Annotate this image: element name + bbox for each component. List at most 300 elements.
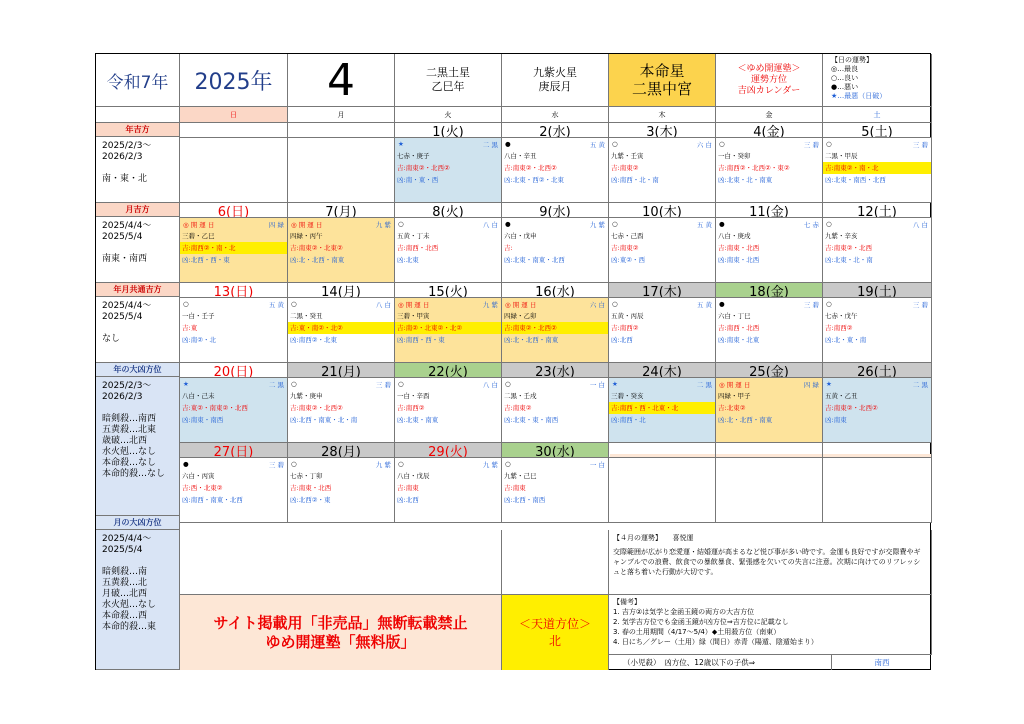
kyo-directions: 凶:北東・南西・北西: [825, 176, 886, 184]
kyo-directions: 凶:北・北西・南東: [718, 416, 773, 424]
date-header: 20(日): [180, 363, 288, 378]
nine-star: 四 緑: [803, 380, 819, 389]
nine-star: 七 赤: [803, 220, 819, 229]
kanshi: 一白・癸卯: [718, 152, 751, 160]
kanshi: 五黄・丁未: [397, 232, 430, 240]
kyo-directions: 凶:南東・北東: [718, 336, 760, 344]
sidebar-text-s2: 2025/4/4～ 2025/5/4 南東・南西: [96, 217, 180, 283]
kichi-directions: 吉:南西・西・北東・北: [609, 402, 715, 414]
date-header: [609, 443, 716, 458]
cell-top: [180, 378, 287, 390]
nine-star: 八 白: [912, 220, 928, 229]
kichi-directions: 吉:東②・南東②・北西: [182, 404, 248, 412]
weekday-corner: [96, 107, 180, 123]
kyo-directions: 凶:北東・南東: [397, 416, 439, 424]
empty-week-area: [180, 530, 502, 595]
kyo-directions: 凶:南西・北: [611, 416, 646, 424]
day-cell[interactable]: [609, 138, 716, 203]
day-cell[interactable]: [288, 298, 395, 363]
kyo-directions: 凶:東②・西: [611, 256, 646, 264]
year-eto: 乙巳年: [431, 80, 465, 93]
kichi-directions: 吉:南東②・北西②: [397, 164, 450, 172]
sidebar-text-s4: 2025/2/3～ 2026/2/3 暗剣殺…南西 五黄殺…北東 歳破…北西 水火剋…なし 本命殺…なし 本命的殺…なし: [96, 377, 180, 516]
day-fortune-mark: ●: [719, 220, 725, 228]
date-header: 2(水): [502, 123, 609, 138]
kichi-directions: 吉:南西・北西: [718, 324, 760, 332]
day-cell[interactable]: [716, 138, 823, 203]
kichi-directions: 吉:南東②・北西②: [290, 404, 343, 412]
kanshi: 二黒・壬戌: [504, 392, 537, 400]
day-cell[interactable]: [395, 458, 502, 523]
day-fortune-mark: ○: [291, 380, 297, 388]
cell-top: [716, 138, 822, 150]
cell-top: [823, 218, 931, 230]
kanshi: 九紫・壬寅: [611, 152, 644, 160]
kyo-directions: 凶:北西: [397, 496, 419, 504]
legend: [823, 54, 932, 107]
cell-top: [288, 298, 394, 310]
cell-top: [288, 378, 394, 390]
cell-top: [180, 458, 287, 470]
day-cell[interactable]: [823, 218, 932, 283]
nine-star: 四 緑: [268, 220, 284, 229]
kyo-directions: 凶:南西・西・東: [397, 336, 445, 344]
kyo-directions: 凶:南西・北・南: [611, 176, 659, 184]
shouji-value: 南西: [874, 658, 890, 667]
kichi-directions: 吉:南東②・北西: [825, 244, 873, 252]
date-header: [180, 123, 288, 138]
kanshi: 七赤・丁卯: [290, 472, 323, 480]
day-cell[interactable]: [716, 218, 823, 283]
cell-top: [288, 218, 394, 230]
day-fortune-mark: ○: [826, 300, 832, 308]
nine-star: 八 白: [482, 380, 498, 389]
cell-top: [395, 218, 501, 230]
year-star-box: [395, 54, 502, 107]
day-fortune-mark: ★: [183, 380, 189, 388]
day-fortune-mark: ○: [826, 220, 832, 228]
weekday-6: 土: [823, 107, 932, 123]
day-cell[interactable]: [823, 298, 932, 363]
kichi-directions: 吉:南西・北西: [397, 244, 439, 252]
day-fortune-mark: ○: [183, 300, 189, 308]
nine-star: 二 黒: [482, 140, 498, 149]
day-cell[interactable]: [395, 378, 502, 443]
kyo-directions: 凶:南西②・北東: [290, 336, 338, 344]
day-fortune-mark: ●: [719, 300, 725, 308]
kanshi: 八白・辛丑: [504, 152, 537, 160]
day-fortune-mark: ◎ 開 運 日: [183, 220, 215, 229]
nine-star: 九 紫: [482, 300, 498, 309]
day-fortune-mark: ○: [719, 140, 725, 148]
kichi-directions: 吉:南東②・北西②: [502, 322, 608, 334]
fortune-text: 交際範囲が広がり恋愛運・結婚運が高まるなど悦び事が多い時です。金運も良好ですが交際費やギャンブルでの浪費、飲食での暴飲暴食、緊張感を欠いての失言に注意。次期に向けてのリフレッシュと落ち着いた行動が大切です。: [613, 548, 921, 576]
weekday-3: 水: [502, 107, 609, 123]
kanshi: 六白・丁巳: [718, 312, 751, 320]
kichi-directions: 吉:南西②: [825, 324, 853, 332]
cell-top: [609, 218, 715, 230]
kyo-directions: 凶:南東・南西: [182, 416, 224, 424]
date-header: [288, 123, 395, 138]
day-fortune-mark: ○: [612, 300, 618, 308]
kichi-directions: 吉:: [504, 244, 513, 252]
date-header: 24(木): [609, 363, 716, 378]
nine-star: 九 紫: [375, 220, 391, 229]
weekday-4: 木: [609, 107, 716, 123]
date-header: 22(火): [395, 363, 502, 378]
kichi-directions: 吉:東: [182, 324, 198, 332]
day-cell[interactable]: [180, 218, 288, 283]
date-header: 23(水): [502, 363, 609, 378]
day-fortune-mark: ○: [291, 460, 297, 468]
kichi-directions: 吉:南西②・北西②・東②: [718, 164, 790, 172]
date-header: 7(月): [288, 203, 395, 218]
date-header: [823, 443, 932, 458]
kanshi: 九紫・庚申: [290, 392, 323, 400]
cell-top: [180, 218, 287, 230]
date-header: 26(土): [823, 363, 932, 378]
day-fortune-mark: ○: [398, 460, 404, 468]
honmei-star: 本命星 二黒中宮: [609, 54, 716, 107]
kyo-directions: 凶:北東・北・南東: [718, 176, 773, 184]
nine-star: 三 碧: [803, 140, 819, 149]
day-cell[interactable]: [288, 458, 395, 523]
kanshi: 六白・丙寅: [182, 472, 215, 480]
weekday-1: 月: [288, 107, 395, 123]
sidebar-label-s3: 年月共通吉方: [96, 283, 180, 297]
cell-top: [395, 458, 501, 470]
date-header: 4(金): [716, 123, 823, 138]
date-header: 11(金): [716, 203, 823, 218]
day-cell[interactable]: [395, 298, 502, 363]
kyo-directions: 凶:北西・南東・北・南: [290, 416, 358, 424]
kyo-directions: 凶:南西・南東・北西: [182, 496, 243, 504]
date-header: 18(金): [716, 283, 823, 298]
kichi-directions: 吉:南西②: [611, 324, 639, 332]
month-star-box: [502, 54, 609, 107]
day-cell[interactable]: [288, 378, 395, 443]
cell-top: [502, 458, 608, 470]
kichi-directions: 吉:南東: [504, 484, 526, 492]
day-cell[interactable]: [823, 458, 932, 523]
nine-star: 二 黒: [696, 380, 712, 389]
nine-star: 三 碧: [912, 300, 928, 309]
day-fortune-mark: ○: [291, 300, 297, 308]
sidebar-text-s3: 2025/4/4～ 2025/5/4 なし: [96, 297, 180, 363]
sidebar-text-s5: 2025/4/4～ 2025/5/4 暗剣殺…南 五黄殺…北 月破…北西 水火剋…なし 本命殺…西 本命的殺…東: [96, 530, 180, 670]
kanshi: 四緑・丙午: [290, 232, 323, 240]
nine-star: 二 黒: [268, 380, 284, 389]
day-fortune-mark: ○: [505, 460, 511, 468]
day-cell[interactable]: [502, 218, 609, 283]
kyo-directions: 凶:北西・南西: [504, 496, 546, 504]
kanshi: 五黄・乙丑: [825, 392, 858, 400]
cell-top: [716, 378, 822, 390]
kyo-directions: 凶:北西・西・東: [182, 256, 230, 264]
date-header: 14(月): [288, 283, 395, 298]
day-cell[interactable]: [502, 378, 609, 443]
notes-line: 1. 吉方②は気学と金函玉鏡の両方の大吉方位: [613, 608, 755, 616]
kichi-directions: 吉:南東②・北西②: [504, 164, 557, 172]
kichi-directions: 吉:南東②: [611, 244, 639, 252]
cell-top: [609, 378, 715, 390]
date-header: 29(火): [395, 443, 502, 458]
legend-line: ★…最悪（日破）: [831, 92, 887, 100]
kyo-directions: 凶:北東・北・南: [825, 256, 873, 264]
kichi-directions: 吉:南東・北西: [290, 484, 332, 492]
kichi-directions: 吉:南東②: [504, 404, 532, 412]
kyo-directions: 凶:北東・東・南西: [504, 416, 559, 424]
day-cell[interactable]: [180, 138, 288, 203]
kyo-directions: 凶:北・北西・南東: [290, 256, 345, 264]
kyo-directions: 凶:北西: [611, 336, 633, 344]
notes-line: 3. 春の土用期間（4/17～5/4）◆土用殺方位（南東）: [613, 628, 781, 636]
kichi-directions: 吉:南東②・北東②: [290, 244, 343, 252]
kyo-directions: 凶:南東・北西: [718, 256, 760, 264]
date-header: 19(土): [823, 283, 932, 298]
month-star: 九紫火星: [533, 66, 577, 79]
kanshi: 八白・戊辰: [397, 472, 430, 480]
date-header: 13(日): [180, 283, 288, 298]
kichi-directions: 吉:北東②: [718, 404, 746, 412]
day-cell[interactable]: [395, 138, 502, 203]
kanshi: 一白・辛酉: [397, 392, 430, 400]
legend-line: ○…良い: [831, 74, 859, 82]
day-fortune-mark: ○: [398, 380, 404, 388]
kanshi: 八白・庚戌: [718, 232, 751, 240]
kanshi: 四緑・甲子: [718, 392, 751, 400]
kanshi: 七赤・己酉: [611, 232, 644, 240]
tendo-direction: ＜天道方位＞ 北: [502, 595, 609, 670]
month-number: 4: [288, 54, 395, 107]
date-header: 28(月): [288, 443, 395, 458]
kichi-directions: 吉:南東: [397, 484, 419, 492]
kichi-directions: 吉:南東②: [611, 164, 639, 172]
date-header: 30(水): [502, 443, 609, 458]
kichi-directions: 吉:南東②・北西②: [825, 404, 878, 412]
kichi-directions: 吉:南西②: [397, 404, 425, 412]
kanshi: 五黄・丙辰: [611, 312, 644, 320]
nine-star: 五 黄: [589, 140, 605, 149]
era-label: 令和7年: [96, 54, 180, 107]
day-fortune-mark: ●: [505, 220, 511, 228]
sidebar-text-s1: 2025/2/3～ 2026/2/3 南・東・北: [96, 137, 180, 203]
year-star: 二黒土星: [426, 66, 470, 79]
kanshi: 四緑・乙卯: [504, 312, 537, 320]
year-label: 2025年: [180, 54, 288, 107]
cell-top: [823, 298, 931, 310]
day-cell[interactable]: [823, 378, 932, 443]
day-fortune-mark: ○: [612, 140, 618, 148]
nine-star: 五 黄: [696, 300, 712, 309]
kyo-directions: 凶:北東・西②・北東: [504, 176, 565, 184]
day-fortune-mark: ★: [398, 140, 404, 148]
weekday-2: 火: [395, 107, 502, 123]
day-fortune-mark: ●: [505, 140, 511, 148]
date-header: 16(水): [502, 283, 609, 298]
legend-line: ●…悪い: [831, 83, 859, 91]
day-fortune-mark: ◎ 開 運 日: [291, 220, 323, 229]
kanshi: 二黒・甲辰: [825, 152, 858, 160]
month-fortune: [609, 530, 932, 595]
date-header: 21(月): [288, 363, 395, 378]
day-fortune-mark: ○: [398, 220, 404, 228]
nine-star: 九 紫: [375, 460, 391, 469]
month-eto: 庚辰月: [538, 80, 572, 93]
kanshi: 三碧・癸亥: [611, 392, 644, 400]
day-fortune-mark: ★: [612, 380, 618, 388]
day-cell[interactable]: [288, 138, 395, 203]
kanshi: 三碧・乙巳: [182, 232, 215, 240]
kanshi: 六白・戊申: [504, 232, 537, 240]
nine-star: 一 白: [589, 380, 605, 389]
cell-top: [502, 378, 608, 390]
day-fortune-mark: ○: [505, 380, 511, 388]
nine-star: 九 紫: [589, 220, 605, 229]
cell-top: [502, 218, 608, 230]
date-header: 5(土): [823, 123, 932, 138]
day-cell[interactable]: [716, 378, 823, 443]
empty-cell: [502, 530, 609, 595]
kyo-directions: 凶:北・北西・南東: [504, 336, 559, 344]
date-header: 25(金): [716, 363, 823, 378]
day-fortune-mark: ◎ 開 運 日: [398, 300, 430, 309]
day-cell[interactable]: [609, 378, 716, 443]
kanshi: 一白・壬子: [182, 312, 215, 320]
cell-top: [395, 298, 501, 310]
kanshi: 七赤・庚子: [397, 152, 430, 160]
nine-star: 五 黄: [268, 300, 284, 309]
nine-star: 八 白: [375, 300, 391, 309]
day-cell[interactable]: [716, 298, 823, 363]
cell-top: [395, 138, 501, 150]
day-fortune-mark: ◎ 開 運 日: [505, 300, 537, 309]
fortune-name: 喜悦運: [672, 534, 694, 542]
date-header: 8(火): [395, 203, 502, 218]
cell-top: [823, 138, 931, 150]
kichi-directions: 吉:南東・北西: [718, 244, 760, 252]
kyo-directions: 凶:北東: [397, 256, 419, 264]
legend-line: ◎…最良: [831, 65, 859, 73]
day-cell[interactable]: [823, 138, 932, 203]
kanshi: 二黒・癸丑: [290, 312, 323, 320]
day-cell[interactable]: [180, 378, 288, 443]
nine-star: 五 黄: [696, 220, 712, 229]
kanshi: 八白・己未: [182, 392, 215, 400]
nine-star: 三 碧: [268, 460, 284, 469]
day-cell[interactable]: [609, 298, 716, 363]
weekday-0: 日: [180, 107, 288, 123]
nine-star: 六 白: [589, 300, 605, 309]
day-cell[interactable]: [395, 218, 502, 283]
date-header: 10(木): [609, 203, 716, 218]
cell-top: [716, 218, 822, 230]
legend-line: 【日の運勢】: [831, 56, 873, 64]
day-cell[interactable]: [502, 298, 609, 363]
sidebar-label-s1: 年吉方: [96, 123, 180, 137]
day-cell[interactable]: [288, 218, 395, 283]
date-header: [716, 443, 823, 458]
day-cell[interactable]: [502, 138, 609, 203]
cell-top: [288, 458, 394, 470]
date-header: 1(火): [395, 123, 502, 138]
kichi-directions: 吉:南東②・南・北: [823, 162, 931, 174]
day-cell[interactable]: [502, 458, 609, 523]
nine-star: 三 碧: [375, 380, 391, 389]
nine-star: 九 紫: [482, 460, 498, 469]
cell-top: [502, 298, 608, 310]
sidebar-label-s4: 年の大凶方位: [96, 363, 180, 377]
day-cell[interactable]: [609, 218, 716, 283]
cell-top: [180, 298, 287, 310]
brand-title: ＜ゆめ開運塾＞ 運勢方位 吉凶カレンダー: [716, 54, 823, 107]
kichi-directions: 吉:南②・北東②・北②: [395, 322, 501, 334]
notes-line: 4. 日にち／グレー（土用）緑（間日）赤青（陽遁、陰遁始まり）: [613, 638, 818, 646]
day-cell[interactable]: [180, 458, 288, 523]
shouji-label: （小児殺） 凶方位、12歳以下の子供⇒: [609, 655, 832, 670]
nine-star: 三 碧: [803, 300, 819, 309]
day-fortune-mark: ●: [183, 460, 189, 468]
cell-top: [609, 138, 715, 150]
kanshi: 九紫・己巳: [504, 472, 537, 480]
sidebar-label-s2: 月吉方: [96, 203, 180, 217]
kyo-directions: 凶:北・東・南: [825, 336, 867, 344]
day-cell[interactable]: [716, 458, 823, 523]
cell-top: [716, 298, 822, 310]
kyo-directions: 凶:北西②・東: [290, 496, 331, 504]
date-header: 6(日): [180, 203, 288, 218]
kyo-directions: 凶:南・東・西: [397, 176, 439, 184]
date-header: 12(土): [823, 203, 932, 218]
kichi-directions: 吉:東・南②・北②: [288, 322, 394, 334]
notes: [609, 595, 932, 655]
day-fortune-mark: ○: [826, 140, 832, 148]
date-header: 3(木): [609, 123, 716, 138]
day-fortune-mark: ◎ 開 運 日: [719, 380, 751, 389]
date-header: 15(火): [395, 283, 502, 298]
cell-top: [502, 138, 608, 150]
kyo-directions: 凶:南②・北: [182, 336, 217, 344]
nine-star: 一 白: [589, 460, 605, 469]
cell-top: [823, 378, 931, 390]
notes-title: 【備考】: [613, 598, 641, 606]
kichi-directions: 吉:南西②・南・北: [180, 242, 287, 254]
day-fortune-mark: ○: [612, 220, 618, 228]
nine-star: 二 黒: [912, 380, 928, 389]
kanshi: 七赤・戊午: [825, 312, 858, 320]
kanshi: 三碧・甲寅: [397, 312, 430, 320]
nine-star: 三 碧: [912, 140, 928, 149]
date-header: 17(木): [609, 283, 716, 298]
sidebar-label-s5: 月の大凶方位: [96, 516, 180, 530]
notes-line: 2. 気学吉方位でも金函玉鏡が凶方位⇒吉方位に記載なし: [613, 618, 789, 626]
date-header: 9(水): [502, 203, 609, 218]
day-cell[interactable]: [180, 298, 288, 363]
kyo-directions: 凶:南東: [825, 416, 847, 424]
nine-star: 六 白: [696, 140, 712, 149]
kichi-directions: 吉:西・北東②: [182, 484, 223, 492]
day-cell[interactable]: [609, 458, 716, 523]
date-header: 27(日): [180, 443, 288, 458]
fortune-title: 【４月の運勢】: [613, 534, 659, 542]
kyo-directions: 凶:北東・南東・北西: [504, 256, 565, 264]
day-fortune-mark: ★: [826, 380, 832, 388]
nine-star: 八 白: [482, 220, 498, 229]
watermark-bottom: サイト掲載用「非売品」無断転載禁止 ゆめ開運塾「無料版」: [180, 595, 502, 670]
weekday-5: 金: [716, 107, 823, 123]
cell-top: [609, 298, 715, 310]
cell-top: [395, 378, 501, 390]
